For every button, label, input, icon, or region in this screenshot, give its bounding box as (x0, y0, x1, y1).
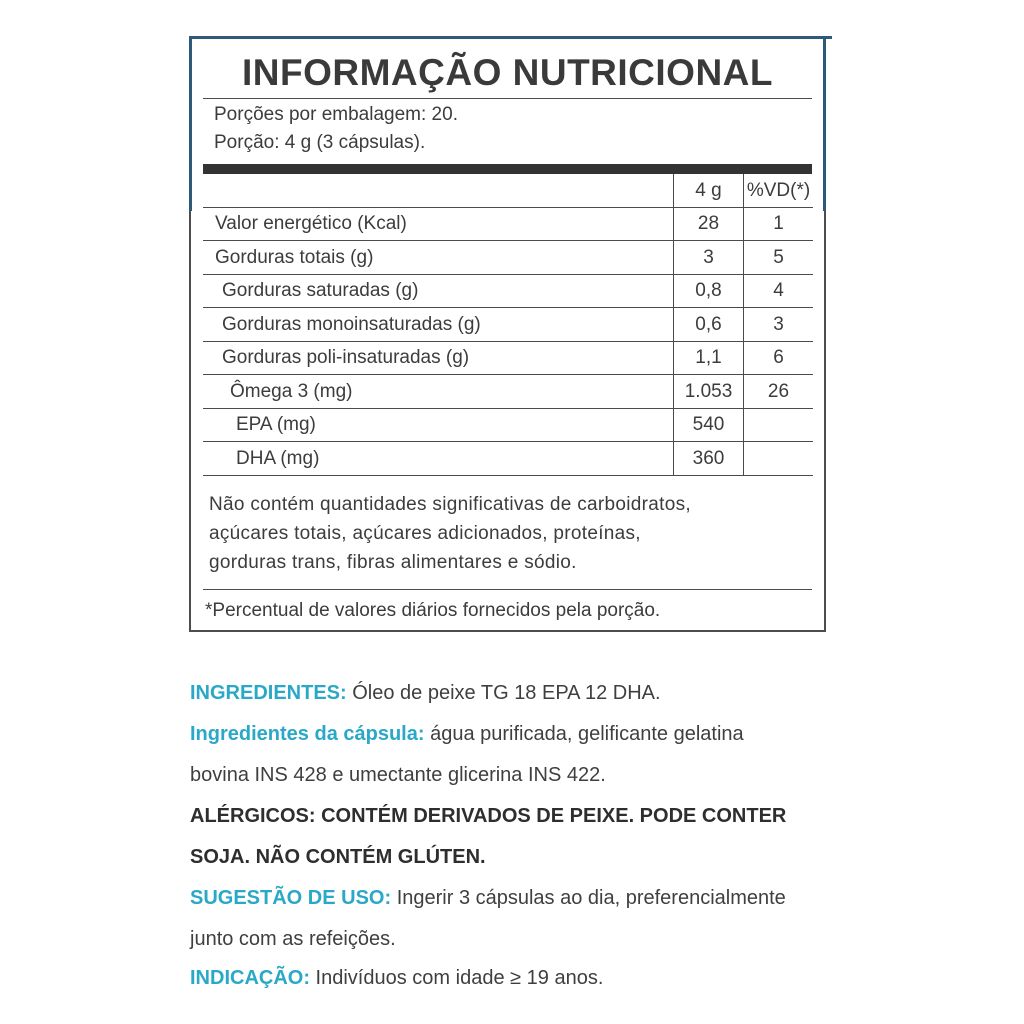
nutrition-facts-panel (189, 36, 826, 632)
usage-line (190, 878, 850, 919)
table-row (203, 408, 813, 442)
row-vd: 4 (744, 274, 814, 308)
row-vd: 1 (744, 207, 814, 241)
table-row (203, 442, 813, 476)
row-name: Gorduras monoinsaturadas (g) (203, 308, 674, 342)
header-blank-cell (203, 174, 674, 207)
table-row (203, 341, 813, 375)
serving-size: Porção: 4 g (3 cápsulas). (214, 132, 426, 153)
row-qty: 360 (674, 442, 744, 476)
row-qty: 0,8 (674, 274, 744, 308)
panel-accent-top (189, 36, 832, 39)
nutrition-table (203, 174, 813, 476)
row-name: Gorduras saturadas (g) (203, 274, 674, 308)
table-row (203, 375, 813, 409)
row-vd: 26 (744, 375, 814, 409)
table-row (203, 207, 813, 241)
capsule-ingredients-line-2: bovina INS 428 e umectante glicerina INS 422. (190, 764, 606, 786)
row-qty: 1,1 (674, 341, 744, 375)
indication-line (190, 958, 850, 999)
table-row (203, 241, 813, 275)
row-qty: 0,6 (674, 308, 744, 342)
row-qty: 1.053 (674, 375, 744, 409)
row-vd: 6 (744, 341, 814, 375)
row-name: EPA (mg) (203, 408, 674, 442)
indication-label: INDICAÇÃO: (190, 967, 310, 989)
ingredients-text: Óleo de peixe TG 18 EPA 12 DHA. (346, 682, 661, 704)
table-header-row (203, 174, 813, 207)
allergens-line-1: ALÉRGICOS: CONTÉM DERIVADOS DE PEIXE. PODE CONTER (190, 805, 787, 827)
header-qty: 4 g (674, 174, 744, 207)
not-significant-note (209, 490, 809, 577)
table-row (203, 308, 813, 342)
usage-line-2: junto com as refeições. (190, 928, 396, 950)
ingredients-line (190, 673, 850, 714)
row-qty: 28 (674, 207, 744, 241)
row-vd: 5 (744, 241, 814, 275)
capsule-text: água purificada, gelificante gelatina (424, 723, 744, 745)
ingredients-label: INGREDIENTES: (190, 682, 347, 704)
header-vd: %VD(*) (744, 174, 814, 207)
row-name: DHA (mg) (203, 442, 674, 476)
footnote-divider (203, 589, 812, 590)
note-line: açúcares totais, açúcares adicionados, proteínas, (209, 523, 641, 544)
note-line: Não contém quantidades significativas de carboidratos, (209, 494, 691, 515)
allergens-line-2: SOJA. NÃO CONTÉM GLÚTEN. (190, 846, 486, 868)
table-row (203, 274, 813, 308)
row-name: Valor energético (Kcal) (203, 207, 674, 241)
indication-text: Indivíduos com idade ≥ 19 anos. (310, 967, 604, 989)
capsule-label: Ingredientes da cápsula: (190, 723, 425, 745)
capsule-ingredients-line (190, 714, 850, 755)
panel-title: INFORMAÇÃO NUTRICIONAL (241, 52, 773, 93)
row-name: Gorduras totais (g) (203, 241, 674, 275)
row-qty: 3 (674, 241, 744, 275)
row-qty: 540 (674, 408, 744, 442)
usage-text: Ingerir 3 cápsulas ao dia, preferencialmente (391, 887, 786, 909)
footnote: *Percentual de valores diários fornecidos pela porção. (205, 600, 661, 621)
note-line: gorduras trans, fibras alimentares e sódio. (209, 552, 577, 573)
title-divider (203, 98, 812, 99)
servings-per-pack: Porções por embalagem: 20. (214, 104, 458, 125)
row-vd (744, 442, 814, 476)
row-name: Ômega 3 (mg) (203, 375, 674, 409)
thick-divider (203, 164, 812, 174)
row-vd (744, 408, 814, 442)
row-vd: 3 (744, 308, 814, 342)
row-name: Gorduras poli-insaturadas (g) (203, 341, 674, 375)
usage-label: SUGESTÃO DE USO: (190, 887, 392, 909)
